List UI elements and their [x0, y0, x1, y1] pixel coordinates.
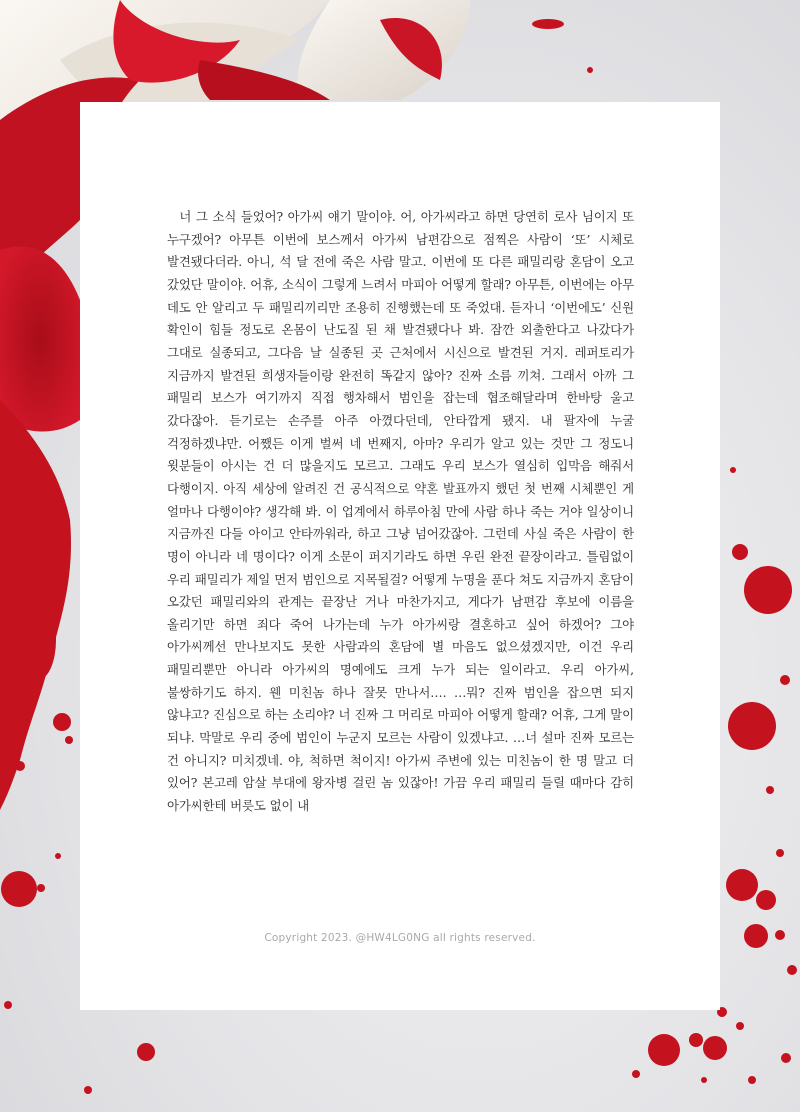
- copyright-notice: Copyright 2023. @HW4LG0NG all rights reserved.: [264, 932, 536, 944]
- story-paragraph: 너 그 소식 들었어? 아가씨 얘기 말이야. 어, 아가씨라고 하면 당연히 로사 님이지 또 누구겠어? 아무튼 이번에 보스께서 아가씨 남편감으로 점찍은 사람이 ‘또’ 시체로 발견됐다더라. 아니, 석 달 전에 죽은 사람 말고. 이번에 또 다른 패밀리랑 혼담이 오고 갔었단 말이야. 어휴, 소식이 그렇게 느려서 마피아 어떻게 할래? 아무튼, 이번에는 아무 데도 안 알리고 두 패밀리끼리만 조용히 진행했는데 또 죽었대. 듣자니 ‘이번에도’ 신원 확인이 힘들 정도로 온몸이 난도질 된 채 발견됐다나 봐. 잠깐 외출한다고 나갔다가 그대로 실종되고, 그다음 날 실종된 곳 근처에서 시신으로 발견된 거지. 레퍼토리가 지금까지 발견된 희생자들이랑 완전히 똑같지 않아? 진짜 소름 끼쳐. 그래서 아까 그 패밀리 보스가 여기까지 직접 행차해서 범인을 잡는데 협조해달라며 한바탕 울고 갔다잖아. 듣기로는 손주를 아주 아꼈다던데, 안타깝게 됐지. 내 팔자에 누굴 걱정하겠냐만. 어쨌든 이게 벌써 네 번째지, 아마? 우리가 알고 있는 것만 그 정도니 윗분들이 아시는 건 더 많을지도 모르고. 그래도 우리 보스가 열심히 입막음 해줘서 다행이지. 아직 세상에 알려진 건 공식적으로 약혼 발표까지 했던 첫 번째 시체뿐인 게 얼마나 다행이야? 생각해 봐. 이 업계에서 하루아침 만에 사람 하나 죽는 거야 일상이니 지금까진 다들 아이고 안타까워라, 하고 그냥 넘어갔잖아. 그런데 사실 죽은 사람이 한 명이 아니라 네 명이다? 이게 소문이 퍼지기라도 하면 우린 완전 끝장이라고. 틀림없이 우리 패밀리가 제일 먼저 범인으로 지목될걸? 어떻게 누명을 푼다 쳐도 지금까지 혼담이 오갔던 패밀리와의 관계는 끝장난 거나 마찬가지고, 게다가 남편감 후보에 이름을 올리기만 하면 죄다 죽어 나가는데 누가 아가씨랑 결혼하고 싶어 하겠어? 그야 아가씨께선 만나보지도 못한 사람과의 혼담에 별 마음도 없으셨겠지만, 이건 우리 패밀리뿐만 아니라 아가씨의 명예에도 크게 누가 되는 일이라고. 우리 아가씨, 불쌍하기도 하지. 웬 미친놈 하나 잘못 만나서…. …뭐? 진짜 범인을 잡으면 되지 않냐고? 진심으로 하는 소리야? 너 진짜 그 머리로 마피아 어떻게 할래? 어휴, 그게 말이 되냐. 막말로 우리 중에 범인이 누군지 모르는 사람이 있겠냐고. …너 설마 진짜 모르는 건 아니지? 미치겠네. 야, 척하면 척이지! 아가씨 주변에 있는 미친놈이 한 명 말고 더 있어? 본고레 암살 부대에 왕자병 걸린 놈 있잖아! 가끔 우리 패밀리 들릴 때마다 감히 아가씨한테 버릇도 없이 내: [167, 209, 634, 814]
- story-page: [80, 102, 720, 1010]
- blood-splash-icon: [0, 400, 73, 1009]
